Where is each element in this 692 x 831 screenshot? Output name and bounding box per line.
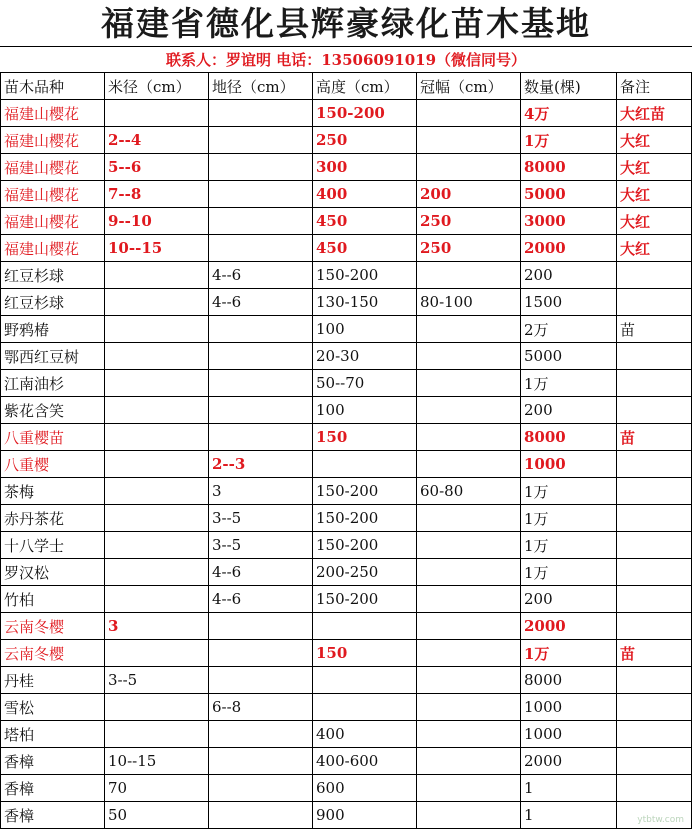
table-row	[1, 775, 692, 802]
table-cell: 70	[105, 775, 209, 802]
table-cell	[417, 721, 521, 748]
table-cell	[209, 100, 313, 127]
table-cell: 8000	[521, 667, 617, 694]
table-cell: 8000	[521, 154, 617, 181]
table-cell: 20-30	[313, 343, 417, 370]
table-row	[1, 370, 692, 397]
table-cell: 5--6	[105, 154, 209, 181]
table-cell	[617, 532, 692, 559]
table-cell: 150-200	[313, 262, 417, 289]
table-row	[1, 613, 692, 640]
table-row	[1, 640, 692, 667]
table-cell: 150-200	[313, 586, 417, 613]
watermark: ytbtw.com	[637, 815, 684, 825]
page-title: 福建省德化县辉豪绿化苗木基地	[101, 4, 591, 43]
table-row	[1, 667, 692, 694]
table-cell: 1万	[521, 640, 617, 667]
table-cell	[105, 370, 209, 397]
table-row	[1, 532, 692, 559]
table-cell: 250	[417, 208, 521, 235]
table-cell	[417, 586, 521, 613]
table-cell	[617, 748, 692, 775]
table-cell: 150	[313, 424, 417, 451]
table-cell: 450	[313, 208, 417, 235]
header-cell: 高度（cm）	[313, 73, 417, 100]
table-cell	[617, 775, 692, 802]
table-cell	[209, 424, 313, 451]
table-cell: 150-200	[313, 532, 417, 559]
table-cell	[105, 505, 209, 532]
table-cell: 400-600	[313, 748, 417, 775]
table-cell: 1万	[521, 532, 617, 559]
table-row	[1, 397, 692, 424]
table-cell: 1500	[521, 289, 617, 316]
table-cell: 大红	[617, 208, 692, 235]
table-cell	[617, 505, 692, 532]
table-cell: 3000	[521, 208, 617, 235]
table-cell	[209, 748, 313, 775]
table-cell: 大红	[617, 154, 692, 181]
table-cell	[417, 694, 521, 721]
table-cell: 3--5	[209, 532, 313, 559]
table-cell: 3--5	[105, 667, 209, 694]
table-cell: 1	[521, 802, 617, 829]
table-row	[1, 316, 692, 343]
table-cell	[617, 613, 692, 640]
table-cell	[417, 802, 521, 829]
table-cell: 福建山樱花	[1, 154, 105, 181]
table-cell: 竹柏	[1, 586, 105, 613]
table-cell: 200	[417, 181, 521, 208]
table-row	[1, 694, 692, 721]
table-cell	[313, 694, 417, 721]
table-row	[1, 181, 692, 208]
table-cell: 200	[521, 262, 617, 289]
table-cell	[105, 100, 209, 127]
table-cell: 大红	[617, 235, 692, 262]
table-cell: 50	[105, 802, 209, 829]
table-cell: 茶梅	[1, 478, 105, 505]
table-cell	[105, 451, 209, 478]
table-cell: 4--6	[209, 559, 313, 586]
table-cell	[417, 667, 521, 694]
table-cell	[617, 694, 692, 721]
table-cell: 大红苗	[617, 100, 692, 127]
table-cell	[209, 397, 313, 424]
table-cell	[617, 451, 692, 478]
table-cell	[417, 748, 521, 775]
table-cell: 2--4	[105, 127, 209, 154]
table-cell: 1000	[521, 721, 617, 748]
table-cell	[417, 451, 521, 478]
table-cell: 4--6	[209, 586, 313, 613]
table-cell: 2000	[521, 748, 617, 775]
table-cell	[617, 478, 692, 505]
table-cell: 8000	[521, 424, 617, 451]
table-row	[1, 451, 692, 478]
table-cell	[417, 424, 521, 451]
table-cell	[105, 343, 209, 370]
table-cell	[617, 262, 692, 289]
table-cell: 5000	[521, 181, 617, 208]
table-cell: 400	[313, 181, 417, 208]
table-cell: 150	[313, 640, 417, 667]
table-cell: 罗汉松	[1, 559, 105, 586]
header-cell: 数量(棵)	[521, 73, 617, 100]
table-cell	[417, 505, 521, 532]
table-cell	[417, 154, 521, 181]
table-cell: 600	[313, 775, 417, 802]
table-cell	[617, 559, 692, 586]
table-cell	[105, 532, 209, 559]
table-cell: 60-80	[417, 478, 521, 505]
table-cell: 香樟	[1, 775, 105, 802]
header-cell: 冠幅（cm）	[417, 73, 521, 100]
table-cell: 雪松	[1, 694, 105, 721]
table-cell	[209, 343, 313, 370]
table-cell	[105, 316, 209, 343]
table-row	[1, 802, 692, 829]
table-cell: 福建山樱花	[1, 100, 105, 127]
header-cell: 地径（cm）	[209, 73, 313, 100]
table-cell	[417, 397, 521, 424]
table-cell: 1000	[521, 694, 617, 721]
table-cell	[105, 424, 209, 451]
table-cell: 红豆杉球	[1, 289, 105, 316]
table-cell	[209, 721, 313, 748]
table-cell	[105, 721, 209, 748]
table-cell: 大红	[617, 127, 692, 154]
table-cell	[105, 478, 209, 505]
table-cell: 130-150	[313, 289, 417, 316]
table-cell	[105, 640, 209, 667]
table-cell	[417, 775, 521, 802]
table-cell: 100	[313, 397, 417, 424]
table-cell: 5000	[521, 343, 617, 370]
table-cell	[617, 343, 692, 370]
table-cell: 1万	[521, 559, 617, 586]
table-cell	[417, 343, 521, 370]
table-row	[1, 424, 692, 451]
table-cell: 2--3	[209, 451, 313, 478]
table-cell	[209, 235, 313, 262]
table-cell	[617, 586, 692, 613]
table-cell	[417, 127, 521, 154]
table-cell	[417, 532, 521, 559]
table-row	[1, 289, 692, 316]
table-cell: 福建山樱花	[1, 208, 105, 235]
table-cell: 3	[105, 613, 209, 640]
table-cell: 10--15	[105, 235, 209, 262]
table-cell: 云南冬樱	[1, 613, 105, 640]
table-cell	[617, 721, 692, 748]
table-cell: 4--6	[209, 289, 313, 316]
table-cell	[209, 127, 313, 154]
table-cell: 福建山樱花	[1, 235, 105, 262]
table-cell	[417, 559, 521, 586]
table-cell: 1万	[521, 370, 617, 397]
table-cell: 云南冬樱	[1, 640, 105, 667]
table-cell: 4--6	[209, 262, 313, 289]
table-cell: 大红	[617, 181, 692, 208]
table-row	[1, 586, 692, 613]
table-cell: 1000	[521, 451, 617, 478]
table-cell	[617, 370, 692, 397]
table-row	[1, 154, 692, 181]
table-row	[1, 343, 692, 370]
table-cell: 250	[417, 235, 521, 262]
table-cell: 红豆杉球	[1, 262, 105, 289]
table-cell: 6--8	[209, 694, 313, 721]
table-cell: 3	[209, 478, 313, 505]
table-cell: 10--15	[105, 748, 209, 775]
table-cell: 1	[521, 775, 617, 802]
table-cell	[617, 289, 692, 316]
table-row	[1, 235, 692, 262]
table-cell: 塔柏	[1, 721, 105, 748]
table-cell	[617, 667, 692, 694]
table-cell: 200	[521, 397, 617, 424]
table-cell: 50--70	[313, 370, 417, 397]
table-cell: 2000	[521, 613, 617, 640]
table-cell: 鄂西红豆树	[1, 343, 105, 370]
table-cell	[313, 451, 417, 478]
table-cell	[313, 667, 417, 694]
header-cell: 苗木品种	[1, 73, 105, 100]
table-cell: 紫花含笑	[1, 397, 105, 424]
table-cell	[313, 613, 417, 640]
table-cell	[105, 586, 209, 613]
table-cell	[105, 559, 209, 586]
table-cell	[417, 100, 521, 127]
table-cell	[417, 370, 521, 397]
table-cell	[105, 262, 209, 289]
table-cell	[417, 262, 521, 289]
table-cell: 1万	[521, 478, 617, 505]
table-cell: 200	[521, 586, 617, 613]
table-cell: 2000	[521, 235, 617, 262]
table-cell: 江南油杉	[1, 370, 105, 397]
table-row	[1, 721, 692, 748]
header-cell: 备注	[617, 73, 692, 100]
table-cell: 1万	[521, 127, 617, 154]
table-row	[1, 262, 692, 289]
header-cell: 米径（cm）	[105, 73, 209, 100]
table-cell: 150-200	[313, 505, 417, 532]
contact-line: 联系人：罗谊明 电话：13506091019（微信同号）	[0, 46, 692, 73]
table-cell: 100	[313, 316, 417, 343]
table-cell	[617, 397, 692, 424]
table-cell: 1万	[521, 505, 617, 532]
table-cell: 福建山樱花	[1, 181, 105, 208]
table-cell	[105, 694, 209, 721]
table-row	[1, 505, 692, 532]
table-cell	[209, 775, 313, 802]
table-cell: 900	[313, 802, 417, 829]
table-row	[1, 478, 692, 505]
table-cell: 十八学士	[1, 532, 105, 559]
table-cell: 苗	[617, 316, 692, 343]
table-cell	[417, 640, 521, 667]
table-cell: 150-200	[313, 478, 417, 505]
table-row	[1, 208, 692, 235]
nursery-stock-table	[0, 72, 692, 829]
table-cell: 苗	[617, 640, 692, 667]
table-cell: 7--8	[105, 181, 209, 208]
table-cell	[105, 289, 209, 316]
table-cell: 250	[313, 127, 417, 154]
table-cell	[417, 316, 521, 343]
table-cell: 香樟	[1, 748, 105, 775]
table-cell: 3--5	[209, 505, 313, 532]
table-cell: 八重樱苗	[1, 424, 105, 451]
table-row	[1, 100, 692, 127]
table-cell	[209, 667, 313, 694]
table-cell: 野鸦椿	[1, 316, 105, 343]
table-cell: 400	[313, 721, 417, 748]
table-cell: 150-200	[313, 100, 417, 127]
table-cell: 9--10	[105, 208, 209, 235]
table-cell: 八重樱	[1, 451, 105, 478]
table-cell	[209, 208, 313, 235]
table-cell: 200-250	[313, 559, 417, 586]
table-cell	[105, 397, 209, 424]
table-cell	[209, 802, 313, 829]
table-cell: 苗	[617, 424, 692, 451]
table-cell	[209, 640, 313, 667]
table-cell: 300	[313, 154, 417, 181]
table-cell: 福建山樱花	[1, 127, 105, 154]
table-cell: 赤丹茶花	[1, 505, 105, 532]
table-header-row	[1, 73, 692, 100]
table-cell: 丹桂	[1, 667, 105, 694]
table-cell	[209, 181, 313, 208]
table-cell: 2万	[521, 316, 617, 343]
table-cell: 450	[313, 235, 417, 262]
table-row	[1, 559, 692, 586]
table-cell	[209, 370, 313, 397]
table-row	[1, 127, 692, 154]
table-cell	[209, 316, 313, 343]
table-cell	[209, 613, 313, 640]
table-row	[1, 748, 692, 775]
table-cell	[417, 613, 521, 640]
table-cell: 香樟	[1, 802, 105, 829]
table-cell: 4万	[521, 100, 617, 127]
table-body	[1, 100, 692, 829]
table-cell: 80-100	[417, 289, 521, 316]
table-cell	[209, 154, 313, 181]
